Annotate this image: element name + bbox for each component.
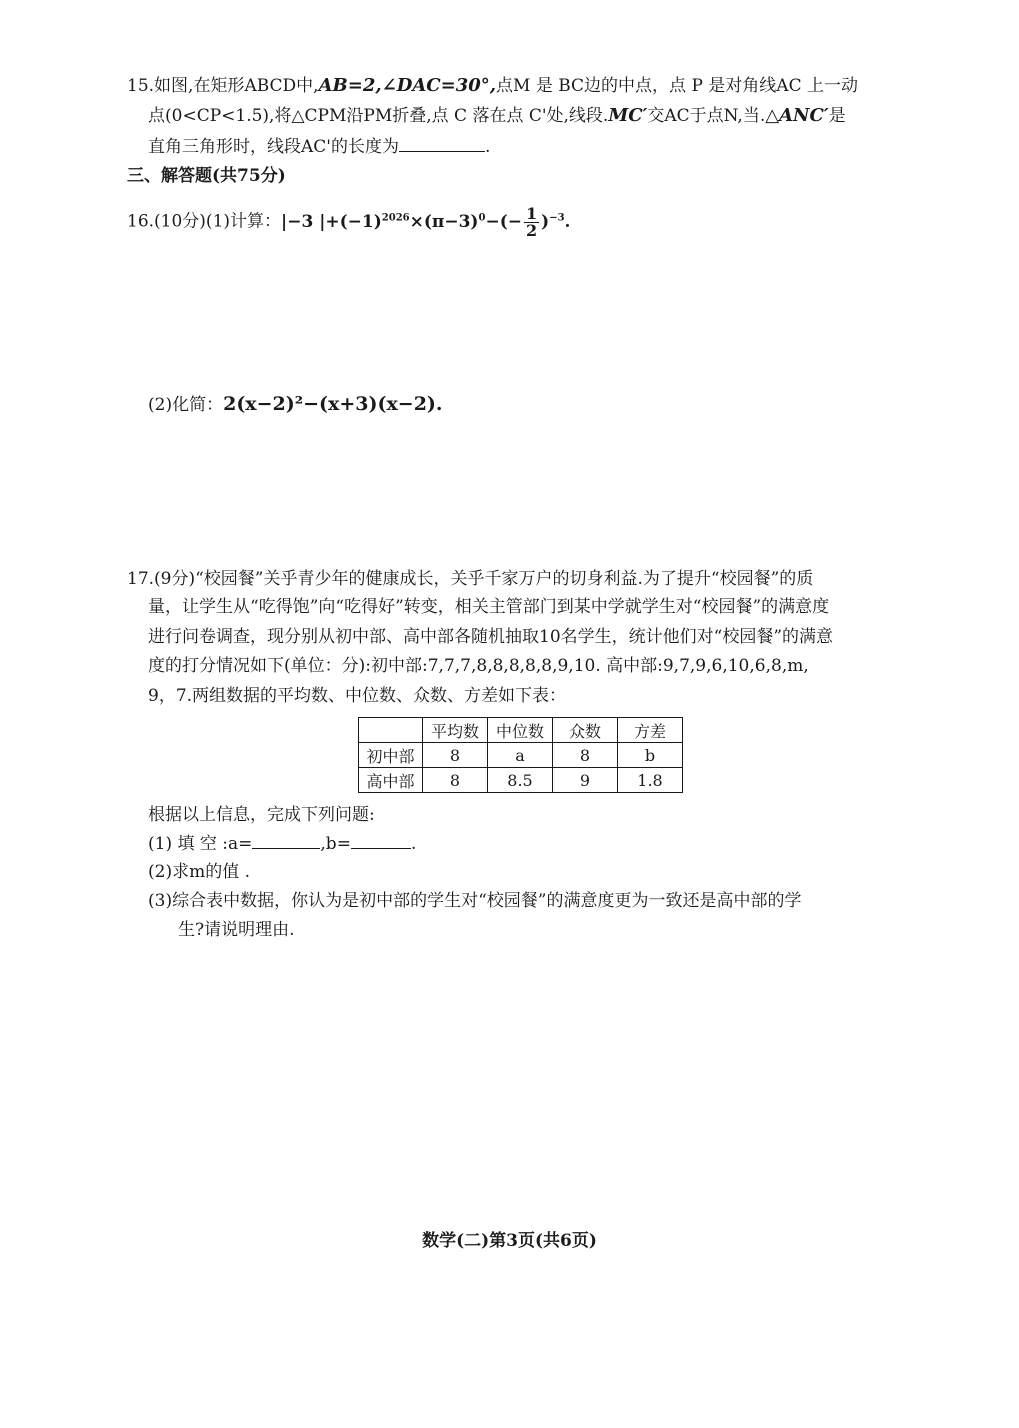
table-header-cell: 中位数 bbox=[488, 718, 553, 743]
q17-sub1-text: (1) 填 空 :a= bbox=[148, 834, 253, 854]
q16-expr-segment: −(− bbox=[485, 211, 522, 232]
page-footer: 数学(二)第3页(共6页) bbox=[422, 1231, 597, 1251]
table-header-cell: 方差 bbox=[618, 718, 683, 743]
table-header-cell bbox=[359, 718, 423, 743]
q15-text: 交AC于点N,当. bbox=[647, 106, 766, 126]
q15-text: 直角三角形时，线段AC'的长度为 bbox=[148, 137, 399, 157]
q15-line-1 bbox=[127, 74, 858, 98]
q16-expr-segment: ×(π−3) bbox=[409, 211, 479, 232]
table-cell: 8 bbox=[423, 743, 488, 768]
q16-exponent: 0 bbox=[478, 212, 486, 223]
q16-expression bbox=[281, 203, 571, 240]
q17-line-2: 量，让学生从“吃得饱”向“吃得好”转变，相关主管部门到某中学就学生对“校园餐”的满意度 bbox=[148, 597, 830, 617]
q17-line-4: 度的打分情况如下(单位：分):初中部:7,7,7,8,8,8,8,8,9,10. 高中部:9,7,9,6,10,6,8,m, bbox=[148, 656, 809, 676]
section-heading: 三、解答题(共75分) bbox=[127, 166, 286, 186]
q17-sub1-text: ,b= bbox=[320, 834, 351, 854]
table-cell: 初中部 bbox=[359, 743, 423, 768]
q15-text: 点(0<CP<1.5),将△CPM沿PM折叠,点 C 落在点 C'处,线段. bbox=[148, 106, 609, 126]
q17-sub1-text: . bbox=[410, 834, 417, 854]
q17-sub-3-line-2: 生?请说明理由. bbox=[178, 920, 295, 940]
q17-line-1: 17.(9分)“校园餐”关乎青少年的健康成长，关乎千家万户的切身利益.为了提升“校园餐”的质 bbox=[127, 569, 814, 589]
q17-line-5: 9，7.两组数据的平均数、中位数、众数、方差如下表： bbox=[148, 686, 567, 706]
answer-blank-b[interactable] bbox=[351, 834, 411, 849]
q15-line-2 bbox=[148, 104, 846, 128]
q17-sub-3-line-1: (3)综合表中数据，你认为是初中部的学生对“校园餐”的满意度更为一致还是高中部的学 bbox=[148, 891, 802, 911]
q17-line-3: 进行问卷调查，现分别从初中部、高中部各随机抽取10名学生，统计他们对“校园餐”的满意 bbox=[148, 627, 834, 647]
table-header-cell: 平均数 bbox=[423, 718, 488, 743]
table-cell: 8.5 bbox=[488, 768, 553, 793]
stats-table bbox=[358, 717, 683, 793]
table-cell: 9 bbox=[553, 768, 618, 793]
q17-instructions: 根据以上信息，完成下列问题: bbox=[148, 805, 375, 825]
answer-blank-a[interactable] bbox=[252, 834, 320, 849]
q16-expr-segment: . bbox=[564, 211, 571, 232]
table-header-cell: 众数 bbox=[553, 718, 618, 743]
fraction-numerator: 1 bbox=[526, 203, 538, 223]
table-cell: 高中部 bbox=[359, 768, 423, 793]
q16-part-1 bbox=[127, 198, 570, 238]
q16-part-2 bbox=[148, 392, 443, 417]
table-row bbox=[359, 768, 683, 793]
q15-math-given: AB=2,∠DAC=30°, bbox=[318, 75, 497, 96]
q16-fraction bbox=[524, 203, 539, 240]
q15-text: . bbox=[484, 137, 491, 157]
fraction-denominator: 2 bbox=[526, 220, 538, 240]
q15-text: 15.如图,在矩形ABCD中, bbox=[127, 76, 319, 96]
table-cell: a bbox=[488, 743, 553, 768]
table-cell: 8 bbox=[423, 768, 488, 793]
table-row bbox=[359, 743, 683, 768]
q15-answer-blank[interactable] bbox=[399, 137, 485, 152]
q16-expr-segment: ) bbox=[541, 211, 550, 232]
table-cell: 1.8 bbox=[618, 768, 683, 793]
q16-exponent: −3 bbox=[549, 212, 565, 223]
q16-label: 16.(10分)(1)计算： bbox=[127, 211, 282, 232]
q16-exponent: 2026 bbox=[381, 212, 410, 223]
q15-math-triangle: △ANC′ bbox=[765, 105, 829, 126]
q17-sub-2: (2)求m的值 . bbox=[148, 862, 251, 882]
q17-sub-1 bbox=[148, 832, 416, 856]
q15-text: 是 bbox=[828, 106, 846, 126]
q15-line-3 bbox=[148, 135, 490, 159]
table-cell: b bbox=[618, 743, 683, 768]
q16-part2-expression: 2(x−2)²−(x+3)(x−2). bbox=[223, 393, 443, 415]
q15-text: 点M 是 BC边的中点，点 P 是对角线AC 上一动 bbox=[496, 76, 858, 96]
table-cell: 8 bbox=[553, 743, 618, 768]
q16-expr-segment: |−3 |+(−1) bbox=[281, 211, 382, 232]
table-header-row bbox=[359, 718, 683, 743]
q15-math-segment: MC′ bbox=[608, 105, 648, 126]
q16-part2-label: (2)化简： bbox=[148, 395, 224, 415]
